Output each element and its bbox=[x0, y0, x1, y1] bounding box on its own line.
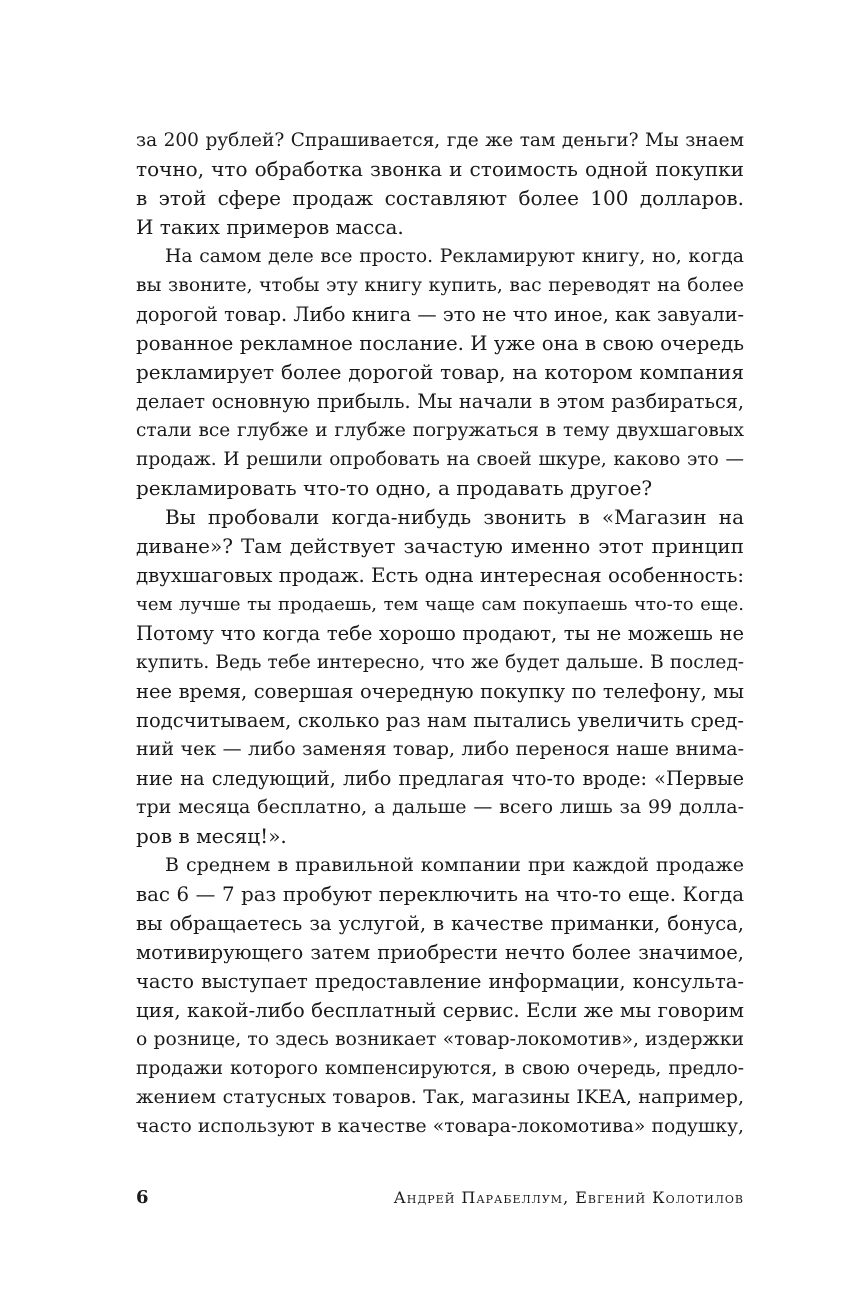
text-line: рекламировать что-то одно, а продавать другое? bbox=[136, 476, 653, 500]
text-line: стали все глубже и глубже погружаться в тему двухшаговых bbox=[136, 420, 744, 441]
page-number: 6 bbox=[136, 1187, 149, 1208]
text-line: о рознице, то здесь возникает «товар-локомотив», издержки bbox=[136, 1029, 744, 1050]
text-line: нее время, совершая очередную покупку по телефону, мы bbox=[136, 680, 744, 703]
text-line: чем лучше ты продаешь, тем чаще сам покупаешь что-то еще. bbox=[136, 594, 744, 615]
text-line: продажи которого компенсируются, в свою очередь, предло- bbox=[136, 1058, 744, 1079]
text-line: вы звоните, чтобы эту книгу купить, вас переводят на более bbox=[136, 275, 744, 296]
text-line: точно, что обработка звонка и стоимость одной покупки bbox=[136, 157, 744, 181]
text-line: ров в месяц!». bbox=[136, 824, 287, 848]
text-line: ция, какой-либо бесплатный сервис. Если же мы говорим bbox=[136, 999, 744, 1022]
text-line: вы обращаетесь за услугой, в качестве приманки, бонуса, bbox=[136, 912, 744, 935]
text-line: часто выступает предоставление информации, консульта- bbox=[136, 970, 744, 993]
text-line: двухшаговых продаж. Есть одна интересная особенность: bbox=[136, 564, 744, 587]
text-line: жением статусных товаров. Так, магазины IKEA, например, bbox=[136, 1086, 744, 1108]
text-line: мотивирующего затем приобрести нечто более значимое, bbox=[136, 941, 744, 964]
page-footer bbox=[136, 1186, 744, 1210]
text-line: диване»? Там действует зачастую именно этот принцип bbox=[136, 534, 744, 558]
text-line: три месяца бесплатно, а дальше — всего лишь за 99 долла- bbox=[136, 796, 744, 818]
text-line: в этой сфере продаж составляют более 100 долларов. bbox=[136, 186, 744, 210]
text-line: вас 6 — 7 раз пробуют переключить на что-то еще. Когда bbox=[136, 883, 744, 906]
text-line: рованное рекламное послание. И уже она в свою очередь bbox=[136, 332, 744, 355]
text-line: ний чек — либо заменяя товар, либо перенося наше внима- bbox=[136, 738, 744, 760]
text-line: купить. Ведь тебе интересно, что же будет дальше. В послед- bbox=[136, 652, 744, 673]
running-head: Андрей Парабеллум, Евгений Колотилов bbox=[393, 1188, 744, 1207]
text-line: ние на следующий, либо предлагая что-то вроде: «Первые bbox=[136, 767, 744, 790]
text-line: Вы пробовали когда-нибудь звонить в «Магазин на bbox=[165, 505, 744, 529]
text-line: продаж. И решили опробовать на своей шкуре, каково это — bbox=[136, 449, 744, 470]
text-line: подсчитываем, сколько раз нам пытались увеличить сред- bbox=[136, 709, 744, 732]
text-line: На самом деле все просто. Рекламируют книгу, но, когда bbox=[165, 246, 744, 267]
text-line: В среднем в правильной компании при каждой продаже bbox=[165, 854, 744, 876]
text-line: дорогой товар. Либо книга — это не что иное, как завуали- bbox=[136, 303, 744, 326]
text-line: за 200 рублей? Спрашивается, где же там деньги? Мы знаем bbox=[136, 130, 744, 151]
text-line: И таких примеров масса. bbox=[136, 215, 404, 239]
text-line: делает основную прибыль. Мы начали в этом разбираться, bbox=[136, 390, 744, 413]
text-line: рекламирует более дорогой товар, на котором компания bbox=[136, 360, 744, 384]
text-line: Потому что когда тебе хорошо продают, ты не можешь не bbox=[136, 622, 744, 645]
body-text bbox=[136, 126, 744, 1141]
text-line: часто используют в качестве «товара-локомотива» подушку, bbox=[136, 1116, 744, 1137]
